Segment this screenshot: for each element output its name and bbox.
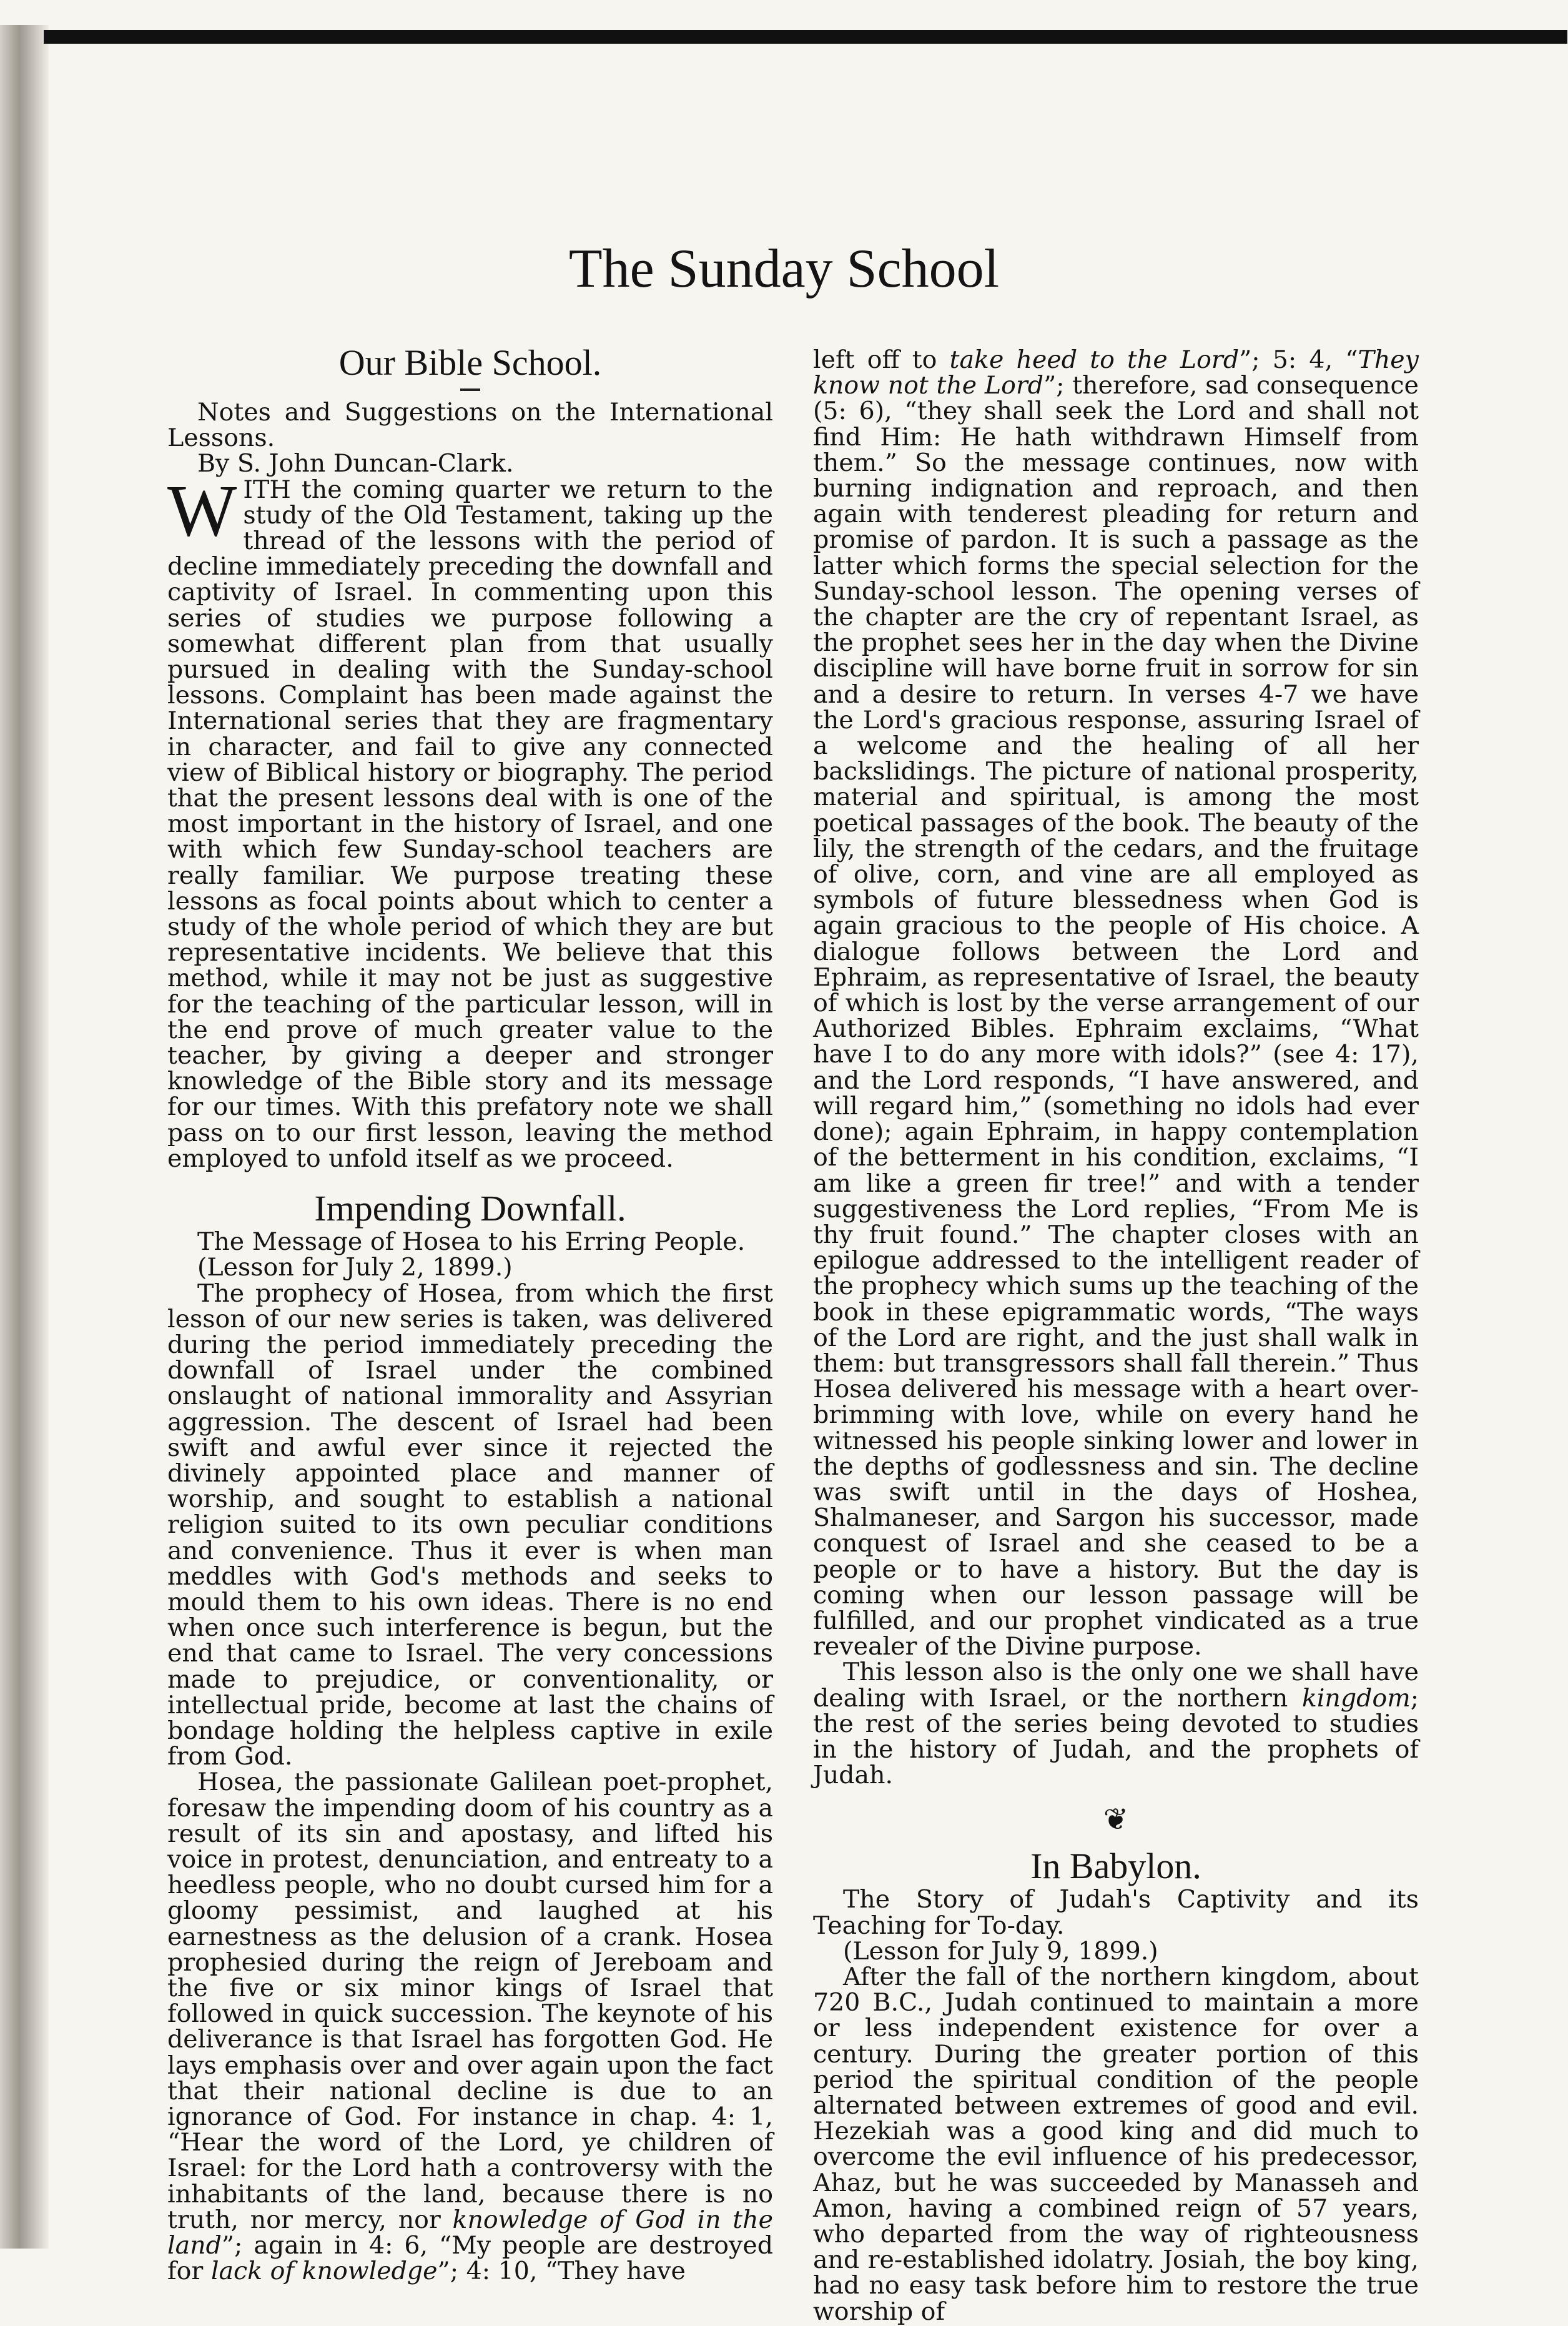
page-title: The Sunday School — [568, 239, 1000, 299]
body-paragraph: This lesson also is the only one we shall have dealing with Israel, or the northern kingdom; the rest of the series being devoted to studies in the history of Judah, and the prophets of Judah. — [813, 1658, 1419, 1790]
section-subtitle: The Message of Hosea to his Erring People. — [197, 1227, 746, 1257]
section-subtitle: The Story of Judah's Captivity and its Teaching for To-day. — [813, 1885, 1419, 1940]
lesson-date: (Lesson for July 9, 1899.) — [843, 1936, 1158, 1966]
lesson-date: (Lesson for July 2, 1899.) — [197, 1253, 513, 1282]
right-column — [813, 347, 1419, 2325]
body-paragraph: After the fall of the northern kingdom, about 720 B.C., Judah continued to maintain a more or less independent existence for over a century. During the greater portion of this period the spiritual condition of the people alternated between extremes of good and evil. Hezekiah was a good king and did much to overcome the evil influence of his predecessor, Ahaz, but he was succeeded by Manasseh and Amon, having a combined reign of 57 years, who departed from the way of righteousness and re-established idolatry. Josiah, the boy king, had no easy task before him to restore the true worship of — [813, 1962, 1419, 2326]
body-paragraph: The prophecy of Hosea, from which the first lesson of our new series is taken, was delivered during the period immediately preceding the downfall of Israel under the combined onslaught of national immorality and Assyrian aggression. The descent of Israel had been swift and awful ever since it rejected the divinely appointed place and manner of worship, and sought to establish a national religion suited to its own peculiar conditions and convenience. Thus it ever is when man meddles with God's methods and seeks to mould them to his own ideas. There is no end when once such interference is begun, but the end that came to Israel. The very concessions made to prejudice, or conventionality, or intellectual pride, become at last the chains of bondage holding the helpless captive in exile from God. — [167, 1279, 773, 1771]
byline: By S. John Duncan-Clark. — [197, 449, 514, 478]
left-column — [167, 342, 773, 2284]
section-subtitle: Notes and Suggestions on the International Lessons. — [167, 398, 773, 453]
drop-cap: W — [167, 469, 237, 552]
section-title-in-babylon: In Babylon. — [1030, 1846, 1201, 1887]
body-paragraph: Hosea, the passionate Galilean poet-prophet, foresaw the impending doom of his country as a result of its sin and apostasy, and lifted his voice in protest, denunciation, and entreaty to a heedless people, who no doubt cursed him for a gloomy pessimist, and laughed at his earnestness as the delusion of a crank. Hosea prophesied during the reign of Jereboam and the five or six minor kings of Israel that followed in quick succession. The keynote of his deliverance is that Israel has forgotten God. He lays emphasis over and over again upon the fact that their national decline is due to an ignorance of God. For instance in chap. 4: 1, “Hear the word of the Lord, ye children of Israel: for the Lord hath a controversy with the inhabitants of the land, because there is no truth, nor mercy, nor knowledge of God in the land”; again in 4: 6, “My people are destroyed for lack of knowledge”; 4: 10, “They have — [167, 1768, 773, 2286]
fleuron-icon: ❦ — [1103, 1802, 1129, 1838]
section-title-impending-downfall: Impending Downfall. — [314, 1188, 626, 1229]
intro-paragraph: WITH the coming quarter we return to the study of the Old Testament, taking up the thread of the lessons with the period of decline immediately preceding the downfall and captivity of Israel. In commenting upon this series of studies we purpose following a somewhat different plan from that usually pursued in dealing with the Sunday-school lessons. Complaint has been made against the International series that they are fragmentary in character, and fail to give any connected view of Biblical history or biography. The period that the present lessons deal with is one of the most important in the history of Israel, and one with which few Sunday-school teachers are really familiar. We purpose treating these lessons as focal points about which to center a study of the whole period of which they are but representative incidents. We believe that this method, while it may not be just as suggestive for the teaching of the particular lesson, will in the end prove of much greater value to the teacher, by giving a deeper and stronger knowledge of the Bible story and its message for our times. With this prefatory note we shall pass on to our first lesson, leaving the method employed to unfold itself as we proceed. — [167, 469, 773, 1173]
page-rule — [44, 30, 1567, 44]
body-paragraph: left off to take heed to the Lord”; 5: 4, “They know not the Lord”; therefore, sad consequence (5: 6), “they shall seek the Lord and shall not find Him: He hath withdrawn Himself from them.” So the message continues, now with burning indignation and reproach, and then again with tenderest pleading for return and promise of pardon. It is such a passage as the latter which forms the special selection for the Sunday-school lesson. The opening verses of the chapter are the cry of repentant Israel, as the prophet sees her in the day when the Divine discipline will have borne fruit in sorrow for sin and a desire to return. In verses 4-7 we have the Lord's gracious response, assuring Israel of a welcome and the healing of all her backslidings. The picture of national prosperity, material and spiritual, is among the most poetical passages of the book. The beauty of the lily, the strength of the cedars, and the fruitage of olive, corn, and vine are all employed as symbols of future blessedness when God is again gracious to the people of His choice. A dialogue follows between the Lord and Ephraim, as representative of Israel, the beauty of which is lost by the verse arrangement of our Authorized Bibles. Ephraim exclaims, “What have I to do any more with idols?” (see 4: 17), and the Lord responds, “I have answered, and will regard him,” (something no idols had ever done); again Ephraim, in happy contemplation of the betterment in his condition, exclaims, “I am like a green fir tree!” and with a tender suggestiveness the Lord replies, “From Me is thy fruit found.” The chapter closes with an epilogue addressed to the intelligent reader of the prophecy which sums up the teaching of the book in these epigrammatic words, “The ways of the Lord are right, and the just shall walk in them: but transgressors shall fall therein.” Thus Hosea delivered his message with a heart over-brimming with love, while on every hand he witnessed his people sinking lower and lower in the depths of godlessness and sin. The decline was swift until in the days of Hoshea, Shalmaneser, and Sargon his successor, made conquest of Israel and she ceased to be a people or to have a history. But the day is coming when our lesson passage will be fulfilled, and our prophet vindicated as a true revealer of the Divine purpose. — [813, 345, 1419, 1661]
section-title-our-bible-school: Our Bible School. — [338, 342, 602, 383]
binding-edge — [0, 25, 49, 2249]
title-dash — [460, 388, 480, 391]
